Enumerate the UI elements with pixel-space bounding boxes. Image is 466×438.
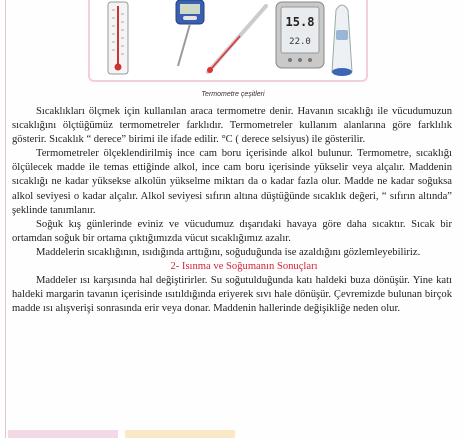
section-heading: 2- Isınma ve Soğumanın Sonuçları bbox=[170, 261, 318, 273]
paragraph: Sıcaklıkları ölçmek için kullanılan araca termometre denir. Havanın sıcaklığı ile vücudumuzun sıcaklığını ölçtüğümüz termometreler farklıdır. Termometreler kullanım alanlarına göre farklılık gösterir. Sıcaklık “ derece” birimi ile ifade edilir. °C ( derece selsiyus) ile gösterilir. bbox=[12, 106, 452, 146]
body-text bbox=[12, 105, 452, 316]
thermometer-figure bbox=[88, 0, 368, 82]
glass-thermometer-icon bbox=[207, 6, 266, 73]
section-paragraph: Maddeler ısı karşısında hal değiştirirler. Su soğutulduğunda katı haldeki buza dönüşür. Yine katı haldeki margarin tavanın içerisinde ısıtıldığında eriyerek sıvı hale dönüşür. Çevremizde bulunan birçok madde ısı alışverişi sonrasında erir veya donar. Maddenin hallerinde değişikliğe neden olur. bbox=[12, 275, 452, 315]
figure-caption: Termometre çeşitleri bbox=[201, 91, 265, 98]
ear-thermometer-icon bbox=[332, 5, 352, 76]
decoration-strip bbox=[125, 430, 235, 438]
thermometer-illustration bbox=[90, 0, 366, 80]
margin-rule bbox=[5, 0, 6, 438]
svg-text:22.0: 22.0 bbox=[289, 37, 311, 47]
paragraph: Soğuk kış günlerinde eviniz ve vücudumuz dışarıdaki havaya göre daha sıcaktır. Sıcak bir ortamdan soğuk bir ortama çıktığımızda vücut sıcaklığımız azalır. bbox=[12, 218, 452, 244]
paragraph: Maddelerin sıcaklığının, ısıdığında arttığını, soğuduğunda ise azaldığını gözlemleyebiliriz. bbox=[36, 246, 421, 258]
decoration-strip bbox=[8, 430, 118, 438]
probe-thermometer-icon bbox=[176, 0, 204, 66]
bottom-decoration bbox=[0, 430, 466, 438]
digital-thermometer-icon bbox=[276, 2, 324, 68]
svg-text:15.8: 15.8 bbox=[285, 15, 315, 29]
paragraph: Termometreler ölçeklendirilmiş ince cam boru içerisinde alkol bulunur. Termometre, sıcaklığı ölçülecek madde ile temas ettiğinde alkol, ince cam boru içerisinde yükselir veya alçalır. Maddenin sıcaklığı ne kadar yüksekse alkolün yükselme miktarı da o kadar fazla olur. Madde ne kadar soğuksa alkol seviyesi o kadar alçalır. Alkol seviyesi sıfırın altına düştüğünde sıcaklık değeri, “ sıfırın altında” şeklinde tanımlanır. bbox=[12, 148, 452, 216]
wall-thermometer-icon bbox=[108, 2, 128, 74]
